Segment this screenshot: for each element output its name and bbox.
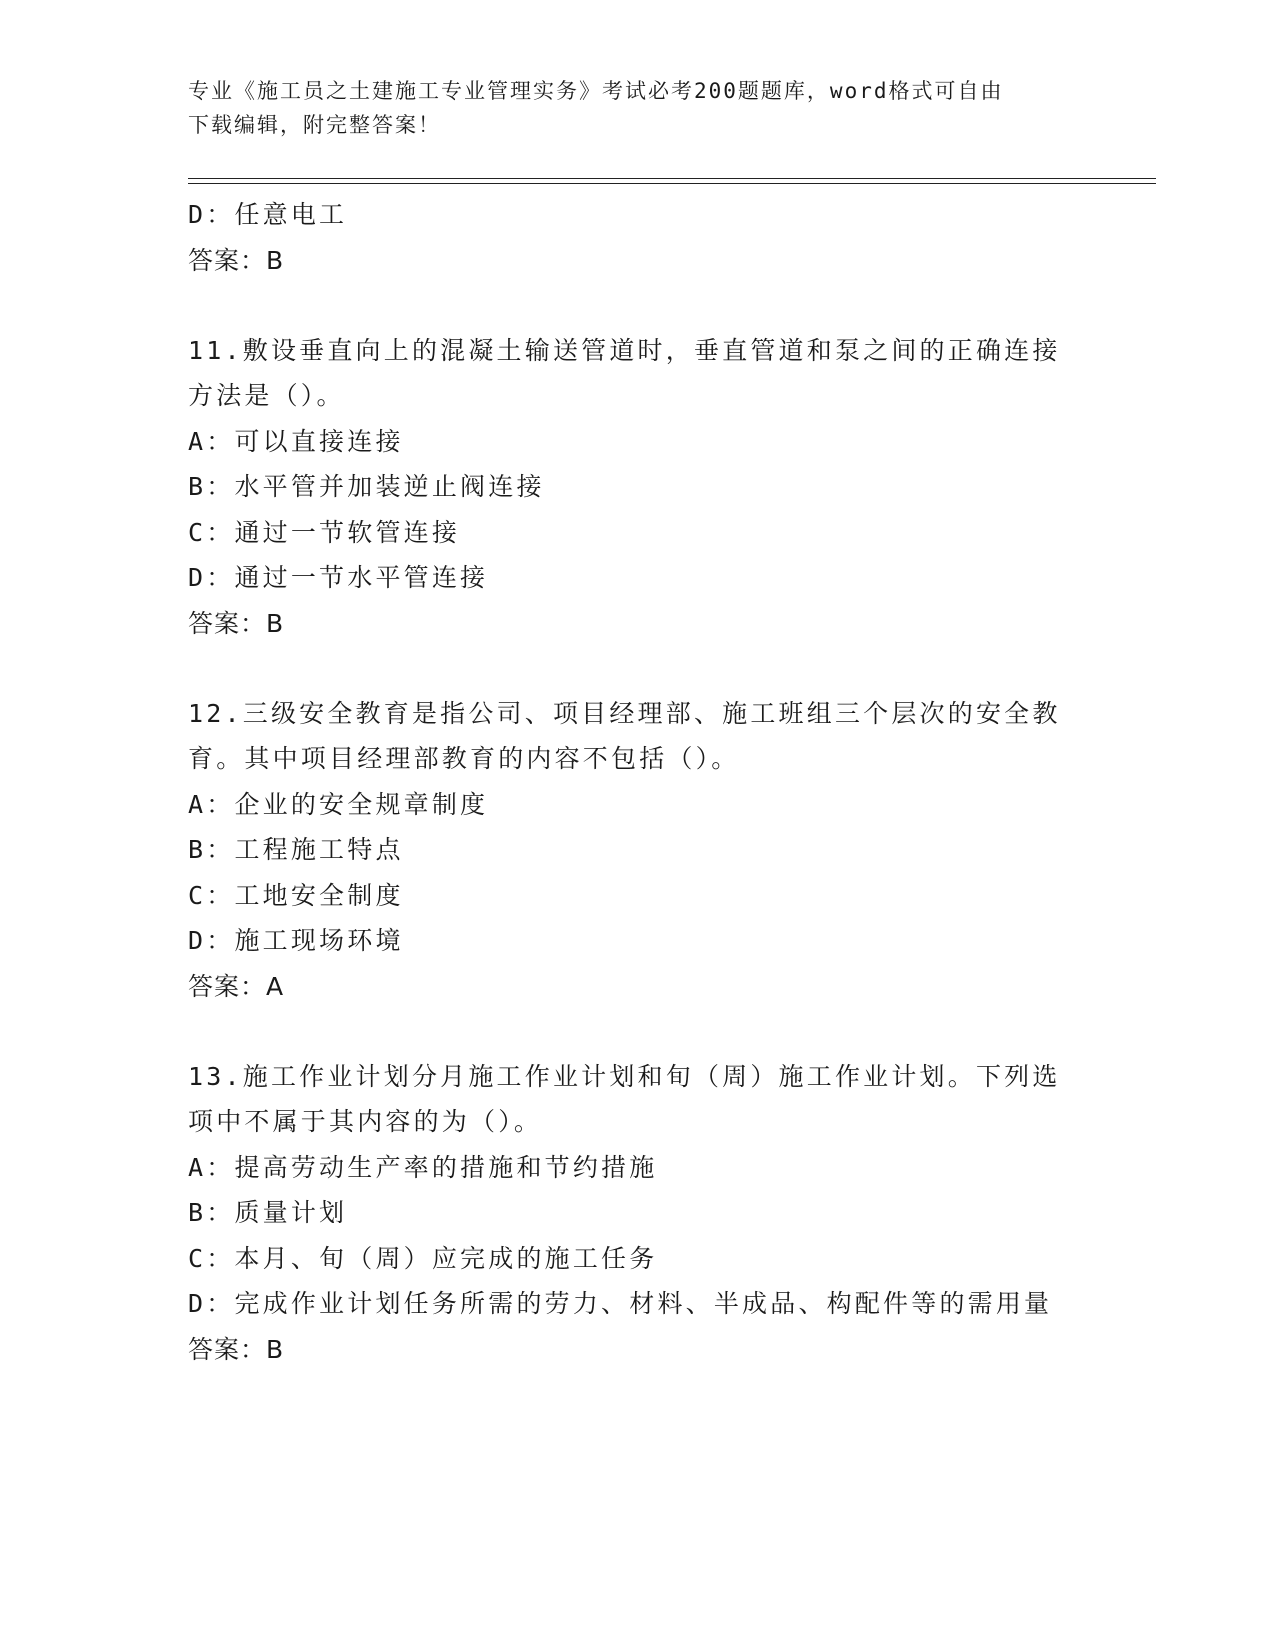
q12-stem-line-2: 育。其中项目经理部教育的内容不包括（）。 <box>188 744 740 773</box>
q13-stem-line-2: 项中不属于其内容的为（）。 <box>188 1107 543 1136</box>
header-line-2: 下载编辑，附完整答案！ <box>188 113 441 137</box>
q13-stem-line-1: 13.施工作业计划分月施工作业计划和旬（周）施工作业计划。下列选 <box>188 1061 1061 1091</box>
q12-option-d: D：施工现场环境 <box>188 926 404 955</box>
q11-answer: 答案：B <box>188 608 285 638</box>
page-header <box>188 74 1088 142</box>
q11-option-a: A：可以直接连接 <box>188 426 404 456</box>
header-divider-bottom <box>188 183 1156 184</box>
q10-option-d: D：任意电工 <box>188 200 348 229</box>
header-line-1: 专业《施工员之土建施工专业管理实务》考试必考200题题库，word格式可自由 <box>188 79 1004 103</box>
q11-option-d: D：通过一节水平管连接 <box>188 563 489 592</box>
q12-option-a: A：企业的安全规章制度 <box>188 789 489 819</box>
q11-stem-line-1: 11.敷设垂直向上的混凝土输送管道时，垂直管道和泵之间的正确连接 <box>188 335 1061 365</box>
q11-stem-line-2: 方法是（）。 <box>188 381 345 410</box>
question-13 <box>188 1054 1088 1373</box>
header-divider-top <box>188 178 1156 179</box>
q12-answer: 答案：A <box>188 971 285 1001</box>
q13-option-b: B：质量计划 <box>188 1198 348 1227</box>
q12-option-b: B：工程施工特点 <box>188 835 404 864</box>
question-content <box>188 192 1088 1373</box>
question-11 <box>188 328 1088 647</box>
q13-option-c: C：本月、旬（周）应完成的施工任务 <box>188 1243 658 1273</box>
q11-option-b: B：水平管并加装逆止阀连接 <box>188 472 545 501</box>
q12-stem-line-1: 12.三级安全教育是指公司、项目经理部、施工班组三个层次的安全教 <box>188 698 1061 728</box>
q11-option-c: C：通过一节软管连接 <box>188 517 461 547</box>
q13-answer: 答案：B <box>188 1334 285 1364</box>
q13-option-d: D：完成作业计划任务所需的劳力、材料、半成品、构配件等的需用量 <box>188 1289 1053 1318</box>
q12-option-c: C：工地安全制度 <box>188 880 404 910</box>
question-12 <box>188 691 1088 1010</box>
q10-answer: 答案：B <box>188 245 285 275</box>
q13-option-a: A：提高劳动生产率的措施和节约措施 <box>188 1152 658 1182</box>
